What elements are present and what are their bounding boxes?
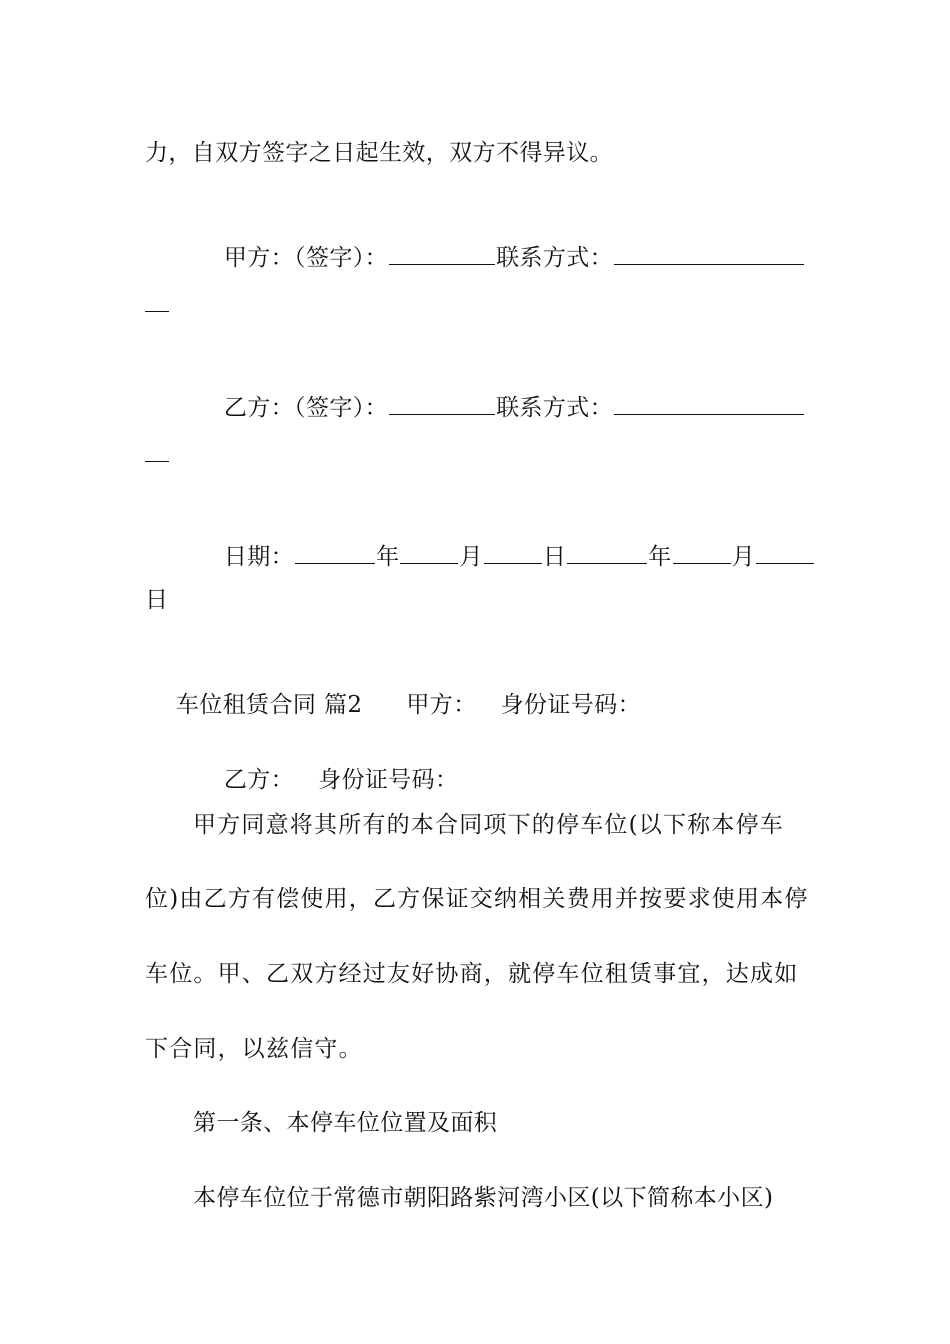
paragraph-end-line: 力，自双方签字之日起生效，双方不得异议。 <box>145 140 613 166</box>
party-b-contact-blank-wrap <box>145 461 169 462</box>
party-a-id-label: 身份证号码： <box>500 692 642 718</box>
year2-blank[interactable] <box>567 541 647 564</box>
party-a-contact-blank[interactable] <box>614 242 804 265</box>
party-a-label: 甲方： <box>406 692 477 718</box>
year1-label: 年 <box>376 544 400 570</box>
date-day-wrap: 日 <box>145 587 169 613</box>
day1-blank[interactable] <box>484 541 542 564</box>
party-a-sign-label: 甲方：（签字）： <box>223 245 389 271</box>
party-a-contact-blank-wrap <box>145 311 169 312</box>
party-b-sign-label: 乙方：（签字）： <box>223 395 389 421</box>
party-b-contact-blank[interactable] <box>614 392 804 415</box>
intro-line-4: 下合同，以兹信守。 <box>145 1036 363 1062</box>
intro-line-2: 位)由乙方有偿使用，乙方保证交纳相关费用并按要求使用本停 <box>145 886 809 912</box>
intro-line-3: 车位。甲、乙双方经过友好协商，就停车位租赁事宜，达成如 <box>145 961 799 987</box>
party-b-label: 乙方： <box>223 767 295 793</box>
party-b-id-label: 身份证号码： <box>318 767 459 793</box>
month2-blank[interactable] <box>673 541 731 564</box>
date-line <box>193 511 815 602</box>
day2-blank[interactable] <box>756 541 814 564</box>
party-a-contact-label: 联系方式： <box>496 245 614 271</box>
article1-heading: 第一条、本停车位位置及面积 <box>193 1110 498 1136</box>
year1-blank[interactable] <box>295 541 375 564</box>
party-a-signature-line <box>193 212 805 303</box>
party-b-signature-line <box>193 362 805 453</box>
party-b-signature-blank[interactable] <box>389 392 495 415</box>
article1-line-1: 本停车位位于常德市朝阳路紫河湾小区(以下简称本小区) <box>193 1185 774 1211</box>
section2-heading: 车位租赁合同 篇2 <box>175 692 363 718</box>
intro-line-1: 甲方同意将其所有的本合同项下的停车位(以下称本停车 <box>193 812 784 838</box>
month1-blank[interactable] <box>400 541 458 564</box>
month1-label: 月 <box>459 544 483 570</box>
party-a-signature-blank[interactable] <box>389 242 495 265</box>
party-b-contact-label: 联系方式： <box>496 395 614 421</box>
date-label: 日期： <box>223 544 295 570</box>
year2-label: 年 <box>648 544 672 570</box>
day1-label: 日 <box>542 544 567 570</box>
month2-label: 月 <box>731 544 756 570</box>
